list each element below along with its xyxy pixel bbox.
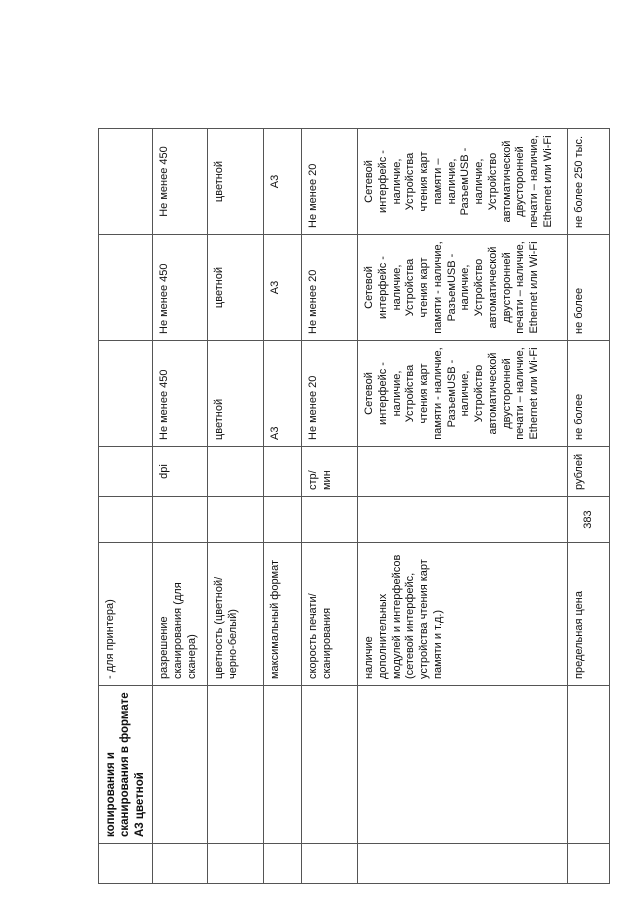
value-cell: А3 (264, 235, 302, 341)
table-cell (358, 686, 568, 844)
value-cell: Сетевой интерфейс - наличие, Устройства чтения карт памяти – наличие, РазъемUSB - наличие, Устройство автоматической двусторонней печати – наличие, Ethernet или Wi-Fi (358, 129, 568, 235)
param-label: предельная цена (568, 543, 610, 686)
value-cell: Не менее 20 (302, 341, 358, 447)
table-cell (358, 844, 568, 884)
param-label: наличие дополнительных модулей и интерфейсов (сетевой интерфейс, устройства чтения карт памяти и т.д.) (358, 543, 568, 686)
value-cell: Не менее 450 (153, 129, 208, 235)
table-row (153, 129, 208, 884)
table-cell (302, 497, 358, 543)
value-cell: Не менее 20 (302, 129, 358, 235)
value-cell: не более (568, 235, 610, 341)
param-label: максимальный формат (264, 543, 302, 686)
table-cell (568, 686, 610, 844)
table-row (264, 129, 302, 884)
table-cell (153, 497, 208, 543)
unit-cell: рублей (568, 447, 610, 497)
specification-table (98, 128, 610, 884)
unit-cell (264, 447, 302, 497)
value-cell: цветной (208, 235, 264, 341)
table-cell (264, 497, 302, 543)
table-cell (264, 686, 302, 844)
table-row (568, 129, 610, 884)
table-cell (99, 235, 153, 341)
value-cell: Не менее 450 (153, 341, 208, 447)
table-cell (153, 686, 208, 844)
unit-cell (208, 447, 264, 497)
unit-cell (358, 447, 568, 497)
table-cell (302, 686, 358, 844)
table-cell (358, 497, 568, 543)
table-row (99, 129, 153, 884)
table-row (358, 129, 568, 884)
table-cell (208, 686, 264, 844)
table-cell (208, 497, 264, 543)
unit-cell: стр/мин (302, 447, 358, 497)
param-label: разрешение сканирования (для сканера) (153, 543, 208, 686)
value-cell: А3 (264, 341, 302, 447)
table-cell (99, 129, 153, 235)
table-row (302, 129, 358, 884)
table-row (208, 129, 264, 884)
value-cell: Сетевой интерфейс - наличие, Устройства чтения карт памяти - наличие, РазъемUSB - наличие, Устройство автоматической двусторонней печати – наличие, Ethernet или Wi-Fi (358, 341, 568, 447)
value-cell: Не менее 450 (153, 235, 208, 341)
table-cell (153, 844, 208, 884)
rotated-page (98, 129, 603, 884)
section-heading: копирования и сканирования в формате А3 цветной (99, 686, 153, 844)
table-cell (99, 497, 153, 543)
value-cell: не более 250 тыс. (568, 129, 610, 235)
value-cell: А3 (264, 129, 302, 235)
table-cell (99, 844, 153, 884)
value-cell: цветной (208, 129, 264, 235)
unit-cell: dpi (153, 447, 208, 497)
table-cell (208, 844, 264, 884)
value-cell: Не менее 20 (302, 235, 358, 341)
param-label: цветность (цветной/черно-белый) (208, 543, 264, 686)
value-cell: Сетевой интерфейс - наличие, Устройства чтения карт памяти - наличие, РазъемUSB - наличие, Устройство автоматической двусторонней печати – наличие, Ethernet или Wi-Fi (358, 235, 568, 341)
table-cell (568, 844, 610, 884)
table-cell (302, 844, 358, 884)
table-cell (264, 844, 302, 884)
value-cell: не более (568, 341, 610, 447)
table-cell: - для принтера) (99, 543, 153, 686)
table-cell (99, 447, 153, 497)
value-cell: цветной (208, 341, 264, 447)
price-cell: 383 (568, 497, 610, 543)
param-label: скорость печати/сканирования (302, 543, 358, 686)
table-cell (99, 341, 153, 447)
